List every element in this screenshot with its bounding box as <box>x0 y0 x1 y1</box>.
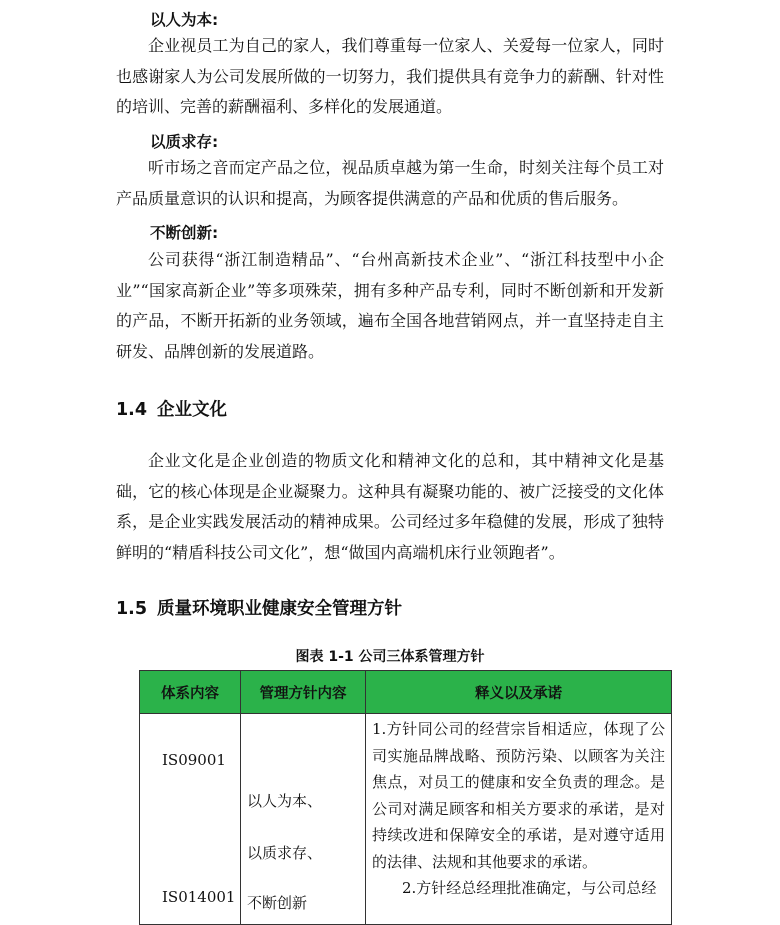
innovation-paragraph: 公司获得“浙江制造精品”、“台州高新技术企业”、“浙江科技型中小企业”“国家高新企业”等多项殊荣，拥有多种产品专利，同时不断创新和开发新的产品，不断开拓新的业务领域，遍布全国各地营销网点，并一直坚持走自主研发、品牌创新的发展道路。 <box>116 250 664 361</box>
system-iso14001: IS014001 <box>162 888 236 906</box>
policy-cell <box>241 714 366 925</box>
column-header: 体系内容 <box>140 671 241 714</box>
table-header-row <box>140 671 672 714</box>
column-header: 释义以及承诺 <box>366 671 672 714</box>
section-heading-1-5 <box>116 595 402 620</box>
explanation-item: 2.方针经总经理批准确定，与公司总经 <box>402 879 657 897</box>
quality-paragraph: 听市场之音而定产品之位，视品质卓越为第一生命，时刻关注每个员工对产品质量意识的认识和提高，为顾客提供满意的产品和优质的售后服务。 <box>116 158 664 208</box>
table-caption: 图表 1-1 公司三体系管理方针 <box>295 649 485 665</box>
culture-paragraph: 企业文化是企业创造的物质文化和精神文化的总和，其中精神文化是基础，它的核心体现是企业凝聚力。这种具有凝聚功能的、被广泛接受的文化体系，是企业实践发展活动的精神成果。公司经过多年稳健的发展，形成了独特鲜明的“精盾科技公司文化”，想“做国内高端机床行业领跑者”。 <box>116 451 664 562</box>
system-iso9001: IS09001 <box>162 751 226 769</box>
innovation-heading: 不断创新: <box>150 224 219 242</box>
section-number: 1.5 <box>116 599 148 619</box>
policy-item: 以质求存、 <box>247 844 323 862</box>
section-title: 企业文化 <box>157 400 228 420</box>
column-header: 管理方针内容 <box>241 671 366 714</box>
section-number: 1.4 <box>116 400 148 420</box>
values-paragraph: 企业视员工为自己的家人，我们尊重每一位家人、关爱每一位家人，同时也感谢家人为公司发展所做的一切努力，我们提供具有竞争力的薪酬、针对性的培训、完善的薪酬福利、多样化的发展通道。 <box>116 36 664 116</box>
table-row <box>140 714 672 925</box>
section-heading-1-4 <box>116 396 227 421</box>
policy-item: 以人为本、 <box>247 792 323 810</box>
quality-heading: 以质求存: <box>150 133 219 151</box>
section-title: 质量环境职业健康安全管理方针 <box>157 599 403 619</box>
system-cell <box>140 714 241 925</box>
explanation-cell <box>366 714 672 925</box>
values-heading: 以人为本: <box>150 11 219 29</box>
policy-item: 不断创新 <box>247 894 308 912</box>
explanation-item: 1.方针同公司的经营宗旨相适应，体现了公司实施品牌战略、预防污染、以顾客为关注焦点，对员工的健康和安全负责的理念。是公司对满足顾客和相关方要求的承诺，是对持续改进和保障安全的承诺，是对遵守适用的法律、法规和其他要求的承诺。 <box>372 720 665 871</box>
policy-table <box>139 670 672 925</box>
